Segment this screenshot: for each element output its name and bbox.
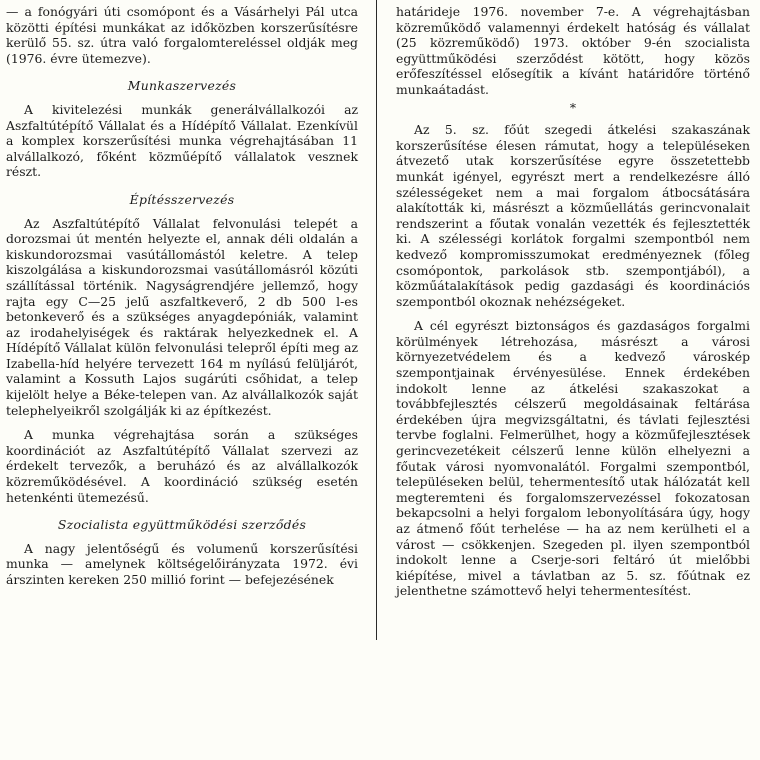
section-heading-epitesszervezes: Építésszervezés — [129, 191, 235, 207]
paragraph: Az 5. sz. főút szegedi átkelési szakaszának korszerűsítése élesen rámutat, hogy a településeken átvezető utak korszerűsítése egyre összetettebb munkát igényel, egyrészt mert a rendelkezésre álló szélességeket nem a mai forgalom átbocsátására alakították ki, másrészt a közműellátás gerincvonalait rendszerint a főutak vonalán vezették és fejlesztették ki. A szélességi korlátok forgalmi szempontból nem kedvező kompromisszumokat eredményeznek (főleg csomópontok, parkolások stb. szempontjából), a közműátalakítások pedig gazdasági és koordinációs szempontból okoznak nehézségeket. — [396, 122, 750, 309]
section-separator: * — [569, 99, 577, 115]
column-divider — [376, 0, 377, 640]
section-heading-szocialista-egyuttmukodesi-szerzodes: Szocialista együttműködési szerződés — [57, 517, 307, 533]
paragraph: A kivitelezési munkák generálvállalkozói az Aszfaltútépítő Vállalat és a Hídépítő Vállalat. Ezenkívül a komplex korszerűsítési munka végrehajtásában 11 alvállalkozó, főként közműépítő vállalatok vesznek részt. — [6, 101, 358, 180]
right-column — [396, 4, 750, 599]
paragraph: — a fonógyári úti csomópont és a Vásárhelyi Pál utca közötti építési munkákat az időközben korszerűsítésre kerülő 55. sz. útra való forgalomtereléssel oldják meg (1976. évre ütemezve). — [6, 4, 358, 66]
paragraph: A cél egyrészt biztonságos és gazdaságos forgalmi körülmények létrehozása, másrészt a városi környezetvédelem és a kedvező városkép szempontjainak érvényesülése. Ennek érdekében indokolt lenne az átkelési szakaszokat a továbbfejlesztés célszerű megoldásainak feltárása érdekében újra megvizsgáltatni, és távlati fejlesztési tervbe foglalni. Felmerülhet, hogy a közműfejlesztések gerincvezetékeit célszerű lenne külön elhelyezni a főutak városi nyomvonalától. Forgalmi szempontból, településeken belül, tehermentesítő utak hálózatát kell megteremteni és forgalomszervezéssel fokozatosan bekapcsolni a helyi forgalom lebonyolítására úgy, hogy az átmenő főút terhelése — ha az nem kerülheti el a várost — csökkenjen. Szegeden pl. ilyen szempontból indokolt lenne a Cserje-sori feltáró út mielőbbi kiépítése, mivel a távlatban az 5. sz. főútnak ez jelenthetne számottevő helyi tehermentesítést. — [396, 318, 750, 599]
paragraph: A nagy jelentőségű és volumenű korszerűsítési munka — amelynek költségelőirányzata 1972. évi árszinten kereken 250 millió forint — befejezésének — [6, 540, 358, 587]
paragraph: Az Aszfaltútépítő Vállalat felvonulási telepét a dorozsmai út mentén helyezte el, annak déli oldalán a kiskundorozsmai vasútállomástól keletre. A telep kiszolgálása a kiskundorozsmai vasútállomásról közúti szállítással történik. Nagyságrendjére jellemző, hogy rajta egy C—25 jelű aszfaltkeverő, 2 db 500 l-es betonkeverő és a szükséges anyagdepóniák, valamint az irodahelyiségek és raktárak helyezkednek el. A Hídépítő Vállalat külön felvonulási telepről építi meg az Izabella-híd helyére tervezett 164 m nyílású felüljárót, valamint a Kossuth Lajos sugárúti csőhidat, a telep kijelölt helye a Béke-telepen van. Az alvállalkozók saját telephelyeikről szolgálják ki az építkezést. — [6, 215, 358, 418]
left-column — [6, 4, 358, 588]
section-heading-munkaszervezes: Munkaszervezés — [127, 78, 237, 94]
paragraph: határideje 1976. november 7-e. A végrehajtásban közreműködő valamennyi érdekelt hatóság és vállalat (25 közreműködő) 1973. október 9-én szocialista együttműködési szerződést kötött, hogy közös erőfeszítéssel elősegítik a kívánt határidőre történő munkaátadást. — [396, 4, 750, 97]
paragraph: A munka végrehajtása során a szükséges koordinációt az Aszfaltútépítő Vállalat szervezi az érdekelt tervezők, a beruházó és az alvállalkozók közreműködésével. A koordináció szükség esetén hetenkénti ütemezésű. — [6, 427, 358, 505]
